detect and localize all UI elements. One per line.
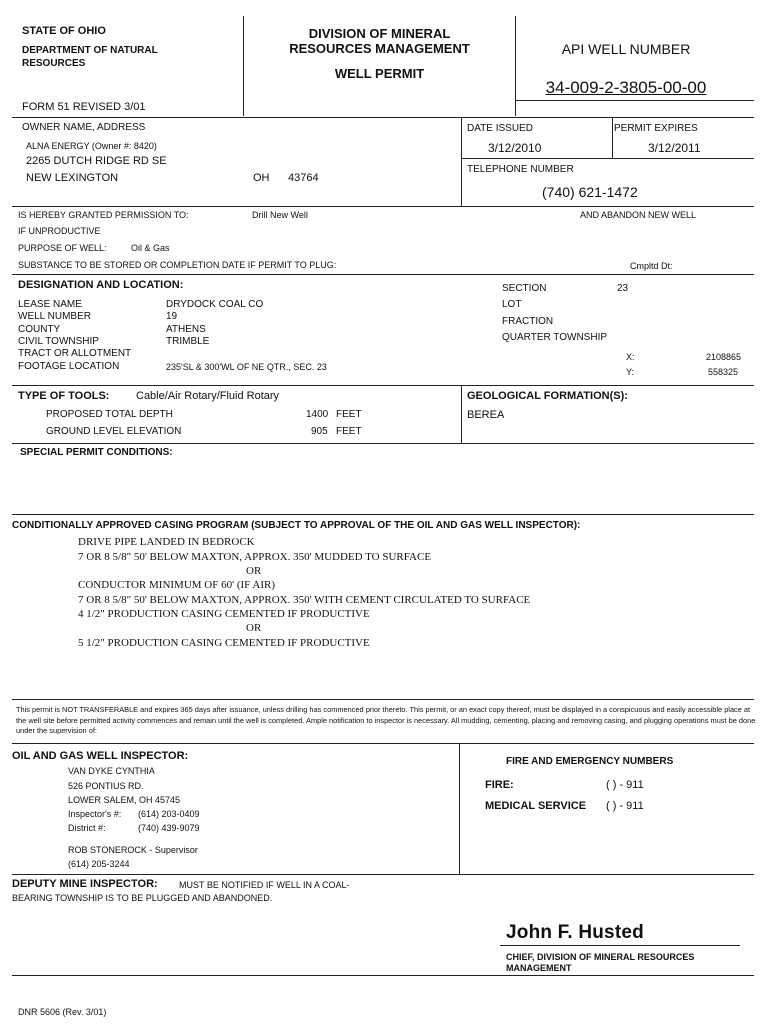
substance-label: SUBSTANCE TO BE STORED OR COMPLETION DATE IF PERMIT TO PLUG:	[18, 260, 337, 270]
casing-heading: CONDITIONALLY APPROVED CASING PROGRAM (SUBJECT TO APPROVAL OF THE OIL AND GAS WELL INSPECTOR):	[12, 520, 581, 531]
transfer-notice: This permit is NOT TRANSFERABLE and expires 365 days after issuance, unless drilling has commenced prior thereto. This permit, or an exact copy thereof, must be displayed in a conspicuous and easily accessible place at the well site before permitted activity commences and remain until the well is completed. Ample notification to inspector is necessary. All mudding, cementing, placing and removing casing, and plugging operations must be done under the supervision of:	[16, 705, 756, 735]
form-id-footer: DNR 5606 (Rev. 3/01)	[18, 1007, 107, 1017]
special-conditions-label: SPECIAL PERMIT CONDITIONS:	[20, 447, 173, 458]
depth-value: 1400	[306, 409, 329, 420]
deputy-text-line2: BEARING TOWNSHIP IS TO BE PLUGGED AND ABANDONED.	[12, 893, 273, 903]
rule-after-header	[12, 117, 754, 118]
purpose-value: Oil & Gas	[131, 243, 170, 253]
rule-before-designation	[12, 274, 754, 275]
tools-geo-divider	[461, 386, 462, 443]
casing-line-7: OR	[246, 622, 262, 634]
section-label: SECTION	[502, 283, 547, 294]
chief-title-line1: CHIEF, DIVISION OF MINERAL RESOURCES	[506, 952, 695, 962]
fire-label: FIRE:	[485, 779, 514, 791]
form-number: FORM 51 REVISED 3/01	[22, 101, 146, 113]
inspector-heading: OIL AND GAS WELL INSPECTOR:	[12, 750, 189, 762]
unproductive-label: IF UNPRODUCTIVE	[18, 226, 101, 236]
district-number-label: District #:	[68, 823, 106, 833]
medical-label: MEDICAL SERVICE	[485, 800, 587, 812]
fraction-label: FRACTION	[502, 316, 554, 327]
lease-name-label: LEASE NAME	[18, 299, 82, 310]
granted-value: Drill New Well	[252, 210, 308, 220]
abandon-label: AND ABANDON NEW WELL	[580, 210, 697, 220]
purpose-label: PURPOSE OF WELL:	[18, 243, 107, 253]
rule-before-special	[12, 443, 754, 444]
owner-name: ALNA ENERGY (Owner #: 8420)	[26, 141, 157, 151]
issue-expire-divider	[612, 118, 613, 158]
fire-value: ( ) - 911	[606, 779, 644, 791]
inspector-number-value: (614) 203-0409	[138, 809, 200, 819]
supervisor-name: ROB STONEROCK - Supervisor	[68, 845, 198, 855]
owner-date-divider	[461, 118, 462, 206]
telephone-value: (740) 621-1472	[542, 184, 638, 200]
api-underline	[516, 100, 754, 101]
inspector-emergency-divider	[459, 744, 460, 874]
depth-unit: FEET	[336, 409, 362, 420]
inspector-city: LOWER SALEM, OH 45745	[68, 795, 181, 805]
x-coord-value: 2108865	[706, 352, 742, 362]
casing-line-2: 7 OR 8 5/8" 50' BELOW MAXTON, APPROX. 350' MUDDED TO SURFACE	[78, 551, 432, 563]
district-number-value: (740) 439-9079	[138, 823, 200, 833]
designation-heading: DESIGNATION AND LOCATION:	[18, 279, 184, 291]
civil-township-value: TRIMBLE	[166, 336, 210, 347]
lease-name-value: DRYDOCK COAL CO	[166, 299, 264, 310]
elevation-unit: FEET	[336, 426, 362, 437]
casing-line-1: DRIVE PIPE LANDED IN BEDROCK	[78, 536, 255, 548]
rule-after-owner	[12, 206, 754, 207]
emergency-heading: FIRE AND EMERGENCY NUMBERS	[506, 756, 674, 767]
casing-line-6: 4 1/2" PRODUCTION CASING CEMENTED IF PRODUCTIVE	[78, 608, 370, 620]
header-divider-right	[515, 16, 516, 116]
signature-line	[500, 945, 740, 946]
permit-expires-label: PERMIT EXPIRES	[614, 123, 698, 134]
casing-line-5: 7 OR 8 5/8" 50' BELOW MAXTON, APPROX. 350' WITH CEMENT CIRCULATED TO SURFACE	[78, 594, 531, 606]
rule-before-notice	[12, 699, 754, 700]
lot-label: LOT	[502, 299, 522, 310]
api-number: 34-009-2-3805-00-00	[545, 78, 707, 97]
footage-value: 235'SL & 300'WL OF NE QTR., SEC. 23	[166, 362, 327, 372]
y-coord-label: Y:	[626, 367, 635, 377]
tract-label: TRACT OR ALLOTMENT	[18, 348, 132, 359]
deputy-text-line1: MUST BE NOTIFIED IF WELL IN A COAL-	[179, 880, 350, 890]
owner-state: OH	[253, 172, 270, 184]
tools-value: Cable/Air Rotary/Fluid Rotary	[136, 390, 280, 402]
permit-expires-value: 3/12/2011	[648, 141, 701, 155]
rule-before-casing	[12, 514, 754, 515]
inspector-name: VAN DYKE CYNTHIA	[68, 766, 155, 776]
depth-label: PROPOSED TOTAL DEPTH	[46, 409, 173, 420]
casing-line-3: OR	[246, 565, 262, 577]
permit-title: WELL PERMIT	[334, 66, 425, 81]
inspector-number-label: Inspector's #:	[68, 809, 122, 819]
deputy-heading: DEPUTY MINE INSPECTOR:	[12, 878, 158, 890]
rule-under-dates	[462, 158, 754, 159]
date-issued-label: DATE ISSUED	[467, 123, 533, 134]
division-line2: RESOURCES MANAGEMENT	[289, 41, 470, 56]
completed-date-label: Cmpltd Dt:	[630, 261, 673, 271]
rule-before-tools	[12, 385, 754, 386]
county-label: COUNTY	[18, 324, 61, 335]
telephone-label: TELEPHONE NUMBER	[467, 164, 574, 175]
supervisor-phone: (614) 205-3244	[68, 859, 130, 869]
chief-signature-name: John F. Husted	[506, 922, 644, 943]
footage-label: FOOTAGE LOCATION	[18, 361, 120, 372]
medical-value: ( ) - 911	[606, 800, 644, 812]
date-issued-value: 3/12/2010	[488, 141, 542, 155]
division-line1: DIVISION OF MINERAL	[308, 26, 451, 41]
x-coord-label: X:	[626, 352, 635, 362]
granted-label: IS HEREBY GRANTED PERMISSION TO:	[18, 210, 189, 220]
rule-before-inspector	[12, 743, 754, 744]
owner-label: OWNER NAME, ADDRESS	[22, 122, 146, 133]
chief-title-line2: MANAGEMENT	[506, 963, 572, 973]
civil-township-label: CIVIL TOWNSHIP	[18, 336, 99, 347]
elevation-value: 905	[311, 426, 328, 437]
inspector-street: 526 PONTIUS RD.	[68, 781, 144, 791]
geological-value: BEREA	[467, 409, 505, 421]
casing-line-8: 5 1/2" PRODUCTION CASING CEMENTED IF PRODUCTIVE	[78, 637, 370, 649]
owner-zip: 43764	[288, 172, 319, 184]
tools-label: TYPE OF TOOLS:	[18, 390, 110, 402]
y-coord-value: 558325	[708, 367, 739, 377]
department-line2: RESOURCES	[22, 58, 86, 69]
state-label: STATE OF OHIO	[22, 25, 106, 37]
rule-before-footer	[12, 975, 754, 976]
quarter-township-label: QUARTER TOWNSHIP	[502, 332, 608, 343]
well-number-value: 19	[166, 311, 178, 322]
api-label: API WELL NUMBER	[561, 41, 691, 57]
county-value: ATHENS	[166, 324, 206, 335]
geological-label: GEOLOGICAL FORMATION(S):	[467, 390, 628, 402]
elevation-label: GROUND LEVEL ELEVATION	[46, 426, 182, 437]
rule-before-deputy	[12, 874, 754, 875]
casing-line-4: CONDUCTOR MINIMUM OF 60' (IF AIR)	[78, 579, 276, 591]
well-number-label: WELL NUMBER	[18, 311, 91, 322]
section-value: 23	[617, 283, 629, 294]
owner-street: 2265 DUTCH RIDGE RD SE	[26, 155, 167, 167]
department-line1: DEPARTMENT OF NATURAL	[22, 45, 158, 56]
owner-city: NEW LEXINGTON	[26, 172, 119, 184]
